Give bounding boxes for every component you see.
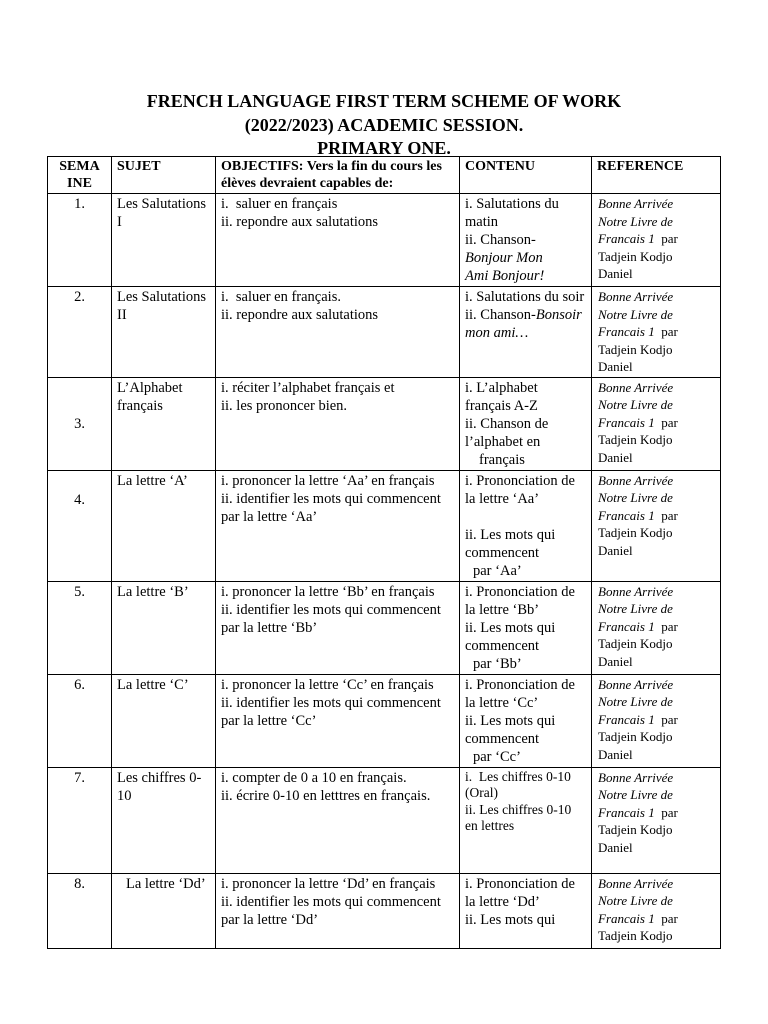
objective-item: i. saluer en français. — [221, 289, 341, 305]
objective-item: ii. écrire 0-10 en letttres en français. — [221, 787, 431, 804]
objectives-cell — [216, 767, 460, 873]
header-week: SEMA INE — [48, 157, 112, 194]
content-item: par ‘Cc’ — [473, 748, 521, 765]
content-item: i. Prononciation de la lettre ‘Cc’ — [465, 676, 575, 711]
table-row — [48, 873, 721, 948]
content-item: ii. Chanson de l’alphabet en — [465, 415, 549, 450]
objectives-cell — [216, 377, 460, 470]
reference-cell: Bonne Arrivée Notre Livre de Francais 1 par Tadjein Kodjo Daniel — [592, 674, 721, 767]
content-item: mon ami… — [465, 325, 529, 341]
objective-item: ii. repondre aux salutations — [221, 214, 379, 230]
week-cell: 6. — [48, 674, 112, 767]
table-row — [48, 470, 721, 581]
subject-cell: La lettre ‘B’ — [112, 581, 216, 674]
subject-cell: La lettre ‘Dd’ — [112, 873, 216, 948]
content-item: Ami Bonjour! — [465, 268, 545, 284]
content-item: i. Salutations du matin — [465, 196, 559, 230]
content-cell — [460, 194, 592, 287]
class-level: PRIMARY ONE. — [317, 138, 451, 158]
content-cell — [460, 287, 592, 378]
week-cell: 1. — [48, 194, 112, 287]
reference-cell: Bonne Arrivée Notre Livre de Francais 1 par Tadjein Kodjo Daniel — [592, 377, 721, 470]
subject-cell: Les chiffres 0-10 — [112, 767, 216, 873]
content-item: ii. Les chiffres 0-10 en lettres — [465, 801, 572, 833]
content-item: ii. Les mots qui commencent — [465, 526, 556, 561]
objective-item: i. prononcer la lettre ‘Aa’ en français — [221, 472, 435, 489]
objectives-cell — [216, 287, 460, 378]
content-item: i. Prononciation de la lettre ‘Dd’ — [465, 875, 575, 910]
reference-cell: Bonne Arrivée Notre Livre de Francais 1 par Tadjein Kodjo Daniel — [592, 581, 721, 674]
subject-cell: La lettre ‘C’ — [112, 674, 216, 767]
content-item: i. Salutations du soir — [465, 289, 585, 305]
reference-cell: Bonne Arrivée Notre Livre de Francais 1 par Tadjein Kodjo Daniel — [592, 287, 721, 378]
objective-item: ii. repondre aux salutations — [221, 307, 379, 323]
content-cell — [460, 674, 592, 767]
week-cell: 5. — [48, 581, 112, 674]
objectives-cell — [216, 674, 460, 767]
objective-item: ii. identifier les mots qui commencent par la lettre ‘Aa’ — [221, 490, 441, 525]
academic-session: (2022/2023) ACADEMIC SESSION. — [244, 115, 524, 135]
content-item: ii. Les mots qui — [465, 911, 556, 928]
content-cell — [460, 873, 592, 948]
subject-cell: Les Salutations I — [112, 194, 216, 287]
table-header-row — [48, 157, 721, 194]
content-item: i. Prononciation de la lettre ‘Bb’ — [465, 583, 575, 618]
objectives-cell — [216, 470, 460, 581]
subject-cell: L’Alphabet français — [112, 377, 216, 470]
week-cell: 3. — [48, 377, 112, 470]
document-title: FRENCH LANGUAGE FIRST TERM SCHEME OF WORK — [146, 91, 622, 111]
content-item: i. Prononciation de la lettre ‘Aa’ — [465, 472, 575, 507]
table-row — [48, 194, 721, 287]
objective-item: ii. identifier les mots qui commencent par la lettre ‘Cc’ — [221, 694, 441, 729]
table-row — [48, 287, 721, 378]
reference-cell: Bonne Arrivée Notre Livre de Francais 1 par Tadjein Kodjo Daniel — [592, 767, 721, 873]
reference-cell: Bonne Arrivée Notre Livre de Francais 1 par Tadjein Kodjo — [592, 873, 721, 948]
content-item: par ‘Bb’ — [473, 655, 522, 672]
content-item: ii. Les mots qui commencent — [465, 619, 556, 654]
content-item: ii. Les mots qui commencent — [465, 712, 556, 747]
content-cell — [460, 767, 592, 873]
content-item: français — [479, 451, 525, 468]
week-cell: 7. — [48, 767, 112, 873]
content-item: ii. Chanson-Bonsoir — [465, 307, 582, 323]
table-row — [48, 674, 721, 767]
objective-item: i. réciter l’alphabet français et — [221, 379, 395, 396]
header-objectives: OBJECTIFS: Vers la fin du cours les élèves devraient capables de: — [216, 157, 460, 194]
header-reference: REFERENCE — [592, 157, 721, 194]
objective-item: ii. identifier les mots qui commencent par la lettre ‘Bb’ — [221, 601, 441, 636]
week-cell: 4. — [48, 470, 112, 581]
objective-item: i. compter de 0 a 10 en français. — [221, 769, 407, 786]
content-item: par ‘Aa’ — [473, 562, 522, 579]
objective-item: ii. les prononcer bien. — [221, 397, 348, 414]
content-item: i. L’alphabet français A-Z — [465, 379, 538, 414]
content-cell — [460, 377, 592, 470]
objective-item: i. saluer en français — [221, 196, 338, 212]
week-cell: 8. — [48, 873, 112, 948]
objective-item: ii. identifier les mots qui commencent par la lettre ‘Dd’ — [221, 893, 441, 928]
week-cell: 2. — [48, 287, 112, 378]
reference-cell: Bonne Arrivée Notre Livre de Francais 1 par Tadjein Kodjo Daniel — [592, 470, 721, 581]
content-item: i. Les chiffres 0-10 (Oral) — [465, 768, 575, 800]
table-row — [48, 581, 721, 674]
content-cell — [460, 470, 592, 581]
objective-item: i. prononcer la lettre ‘Bb’ en français — [221, 583, 435, 600]
reference-cell: Bonne Arrivée Notre Livre de Francais 1 par Tadjein Kodjo Daniel — [592, 194, 721, 287]
table-row — [48, 377, 721, 470]
subject-cell: Les Salutations II — [112, 287, 216, 378]
header-content: CONTENU — [460, 157, 592, 194]
scheme-of-work-table — [47, 156, 721, 949]
objective-item: i. prononcer la lettre ‘Dd’ en français — [221, 875, 436, 892]
objectives-cell — [216, 581, 460, 674]
objectives-cell — [216, 194, 460, 287]
table-row — [48, 767, 721, 873]
subject-cell: La lettre ‘A’ — [112, 470, 216, 581]
objective-item: i. prononcer la lettre ‘Cc’ en français — [221, 676, 434, 693]
content-item: Bonjour Mon — [465, 250, 543, 266]
content-cell — [460, 581, 592, 674]
header-subject: SUJET — [112, 157, 216, 194]
content-item: ii. Chanson- — [465, 232, 536, 248]
objectives-cell — [216, 873, 460, 948]
